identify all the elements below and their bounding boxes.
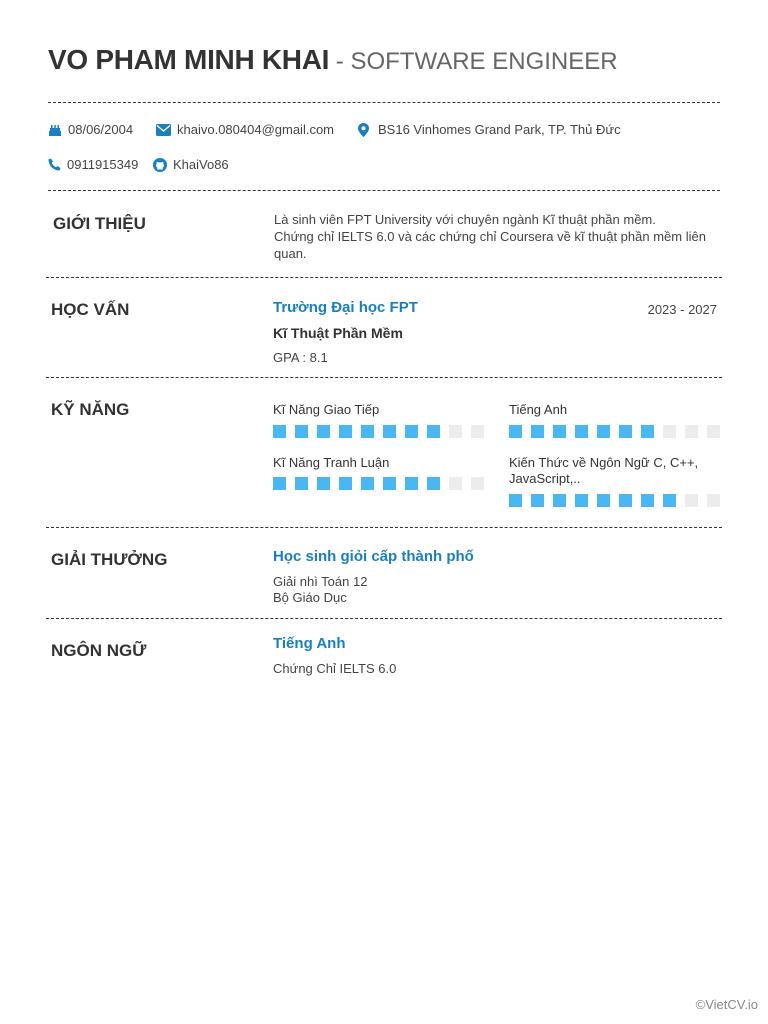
skill-level-square xyxy=(553,425,566,438)
skill-level-square xyxy=(509,494,522,507)
skill-level-square xyxy=(449,425,462,438)
skill-level-square xyxy=(509,425,522,438)
skill-level-bar xyxy=(509,425,720,438)
skill-level-square xyxy=(295,425,308,438)
skill-name: Kiến Thức về Ngôn Ngữ C, C++, JavaScript,.. xyxy=(509,455,699,486)
phone-icon xyxy=(48,158,61,171)
skill-level-square xyxy=(707,425,720,438)
full-name: VO PHAM MINH KHAI xyxy=(48,44,330,75)
language-name: Tiếng Anh xyxy=(273,635,346,652)
skill-level-square xyxy=(575,494,588,507)
birthday-cake-icon xyxy=(48,123,62,137)
address-text: BS16 Vinhomes Grand Park, TP. Thủ Đức xyxy=(378,122,621,137)
envelope-icon xyxy=(156,124,171,136)
email-text: khaivo.080404@gmail.com xyxy=(177,122,335,137)
section-title-intro: GIỚI THIỆU xyxy=(53,214,146,233)
skill-level-square xyxy=(597,494,610,507)
skill-level-square xyxy=(707,494,720,507)
contact-phone[interactable] xyxy=(48,157,138,172)
contact-birthday xyxy=(48,122,133,137)
skill-level-square xyxy=(405,425,418,438)
skill-level-square xyxy=(471,425,484,438)
section-title-languages: NGÔN NGỮ xyxy=(51,641,147,660)
skill-level-square xyxy=(619,425,632,438)
github-text: KhaiVo86 xyxy=(173,157,229,172)
skill-level-square xyxy=(553,494,566,507)
skill-level-square xyxy=(597,425,610,438)
skill-level-square xyxy=(449,477,462,490)
section-title-education: HỌC VẤN xyxy=(51,300,130,319)
skill-name: Kĩ Năng Tranh Luận xyxy=(273,455,390,470)
skill-level-square xyxy=(471,477,484,490)
skill-level-square xyxy=(317,477,330,490)
watermark-footer: ©VietCV.io xyxy=(695,997,758,1012)
skill-name: Tiếng Anh xyxy=(509,402,568,417)
skill-level-square xyxy=(531,494,544,507)
skill-level-square xyxy=(405,477,418,490)
map-marker-icon xyxy=(358,123,369,137)
job-title: SOFTWARE ENGINEER xyxy=(350,48,618,75)
skill-level-square xyxy=(427,477,440,490)
skill-level-square xyxy=(383,425,396,438)
contact-address xyxy=(358,122,621,137)
contact-email[interactable] xyxy=(156,122,334,137)
skill-level-square xyxy=(383,477,396,490)
divider xyxy=(46,377,722,378)
github-icon xyxy=(153,158,167,172)
phone-text: 0911915349 xyxy=(67,157,139,172)
skill-level-square xyxy=(641,494,654,507)
skill-level-square xyxy=(663,425,676,438)
skill-level-square xyxy=(685,425,698,438)
skill-level-square xyxy=(361,477,374,490)
award-title: Học sinh giỏi cấp thành phố xyxy=(273,548,474,565)
section-title-skills: KỸ NĂNG xyxy=(51,400,130,419)
skill-level-square xyxy=(575,425,588,438)
section-title-awards: GIẢI THƯỞNG xyxy=(51,550,168,569)
school-name: Trường Đại học FPT xyxy=(273,299,418,316)
header-separator: - xyxy=(329,48,351,75)
skill-level-square xyxy=(295,477,308,490)
skill-level-square xyxy=(339,477,352,490)
skill-level-square xyxy=(317,425,330,438)
skill-level-bar xyxy=(273,425,484,438)
divider xyxy=(46,618,722,619)
divider xyxy=(48,190,720,191)
award-detail: Giải nhì Toán 12 xyxy=(273,574,368,589)
contact-github[interactable] xyxy=(153,157,229,172)
skill-level-square xyxy=(361,425,374,438)
gpa: GPA : 8.1 xyxy=(273,350,328,365)
language-certificate: Chứng Chỉ IELTS 6.0 xyxy=(273,661,397,676)
skill-level-bar xyxy=(273,477,484,490)
skill-level-square xyxy=(273,477,286,490)
skill-level-bar xyxy=(509,494,720,507)
skill-name: Kĩ Năng Giao Tiếp xyxy=(273,402,380,417)
skill-level-square xyxy=(273,425,286,438)
intro-line-1: Là sinh viên FPT University với chuyên ngành Kĩ thuật phần mềm. xyxy=(274,212,656,227)
divider xyxy=(48,102,720,103)
award-issuer: Bộ Giáo Dục xyxy=(273,590,347,605)
divider xyxy=(46,277,722,278)
skill-level-square xyxy=(663,494,676,507)
skill-level-square xyxy=(619,494,632,507)
resume-header xyxy=(48,44,618,76)
major: Kĩ Thuật Phần Mềm xyxy=(273,325,403,341)
education-years: 2023 - 2027 xyxy=(647,302,717,317)
birthday-text: 08/06/2004 xyxy=(68,122,134,137)
divider xyxy=(46,527,722,528)
skill-level-square xyxy=(685,494,698,507)
intro-line-2: Chứng chỉ IELTS 6.0 và các chứng chỉ Coursera về kĩ thuật phần mềm liên quan. xyxy=(274,229,706,261)
skill-level-square xyxy=(641,425,654,438)
skill-level-square xyxy=(531,425,544,438)
skill-level-square xyxy=(427,425,440,438)
skill-level-square xyxy=(339,425,352,438)
